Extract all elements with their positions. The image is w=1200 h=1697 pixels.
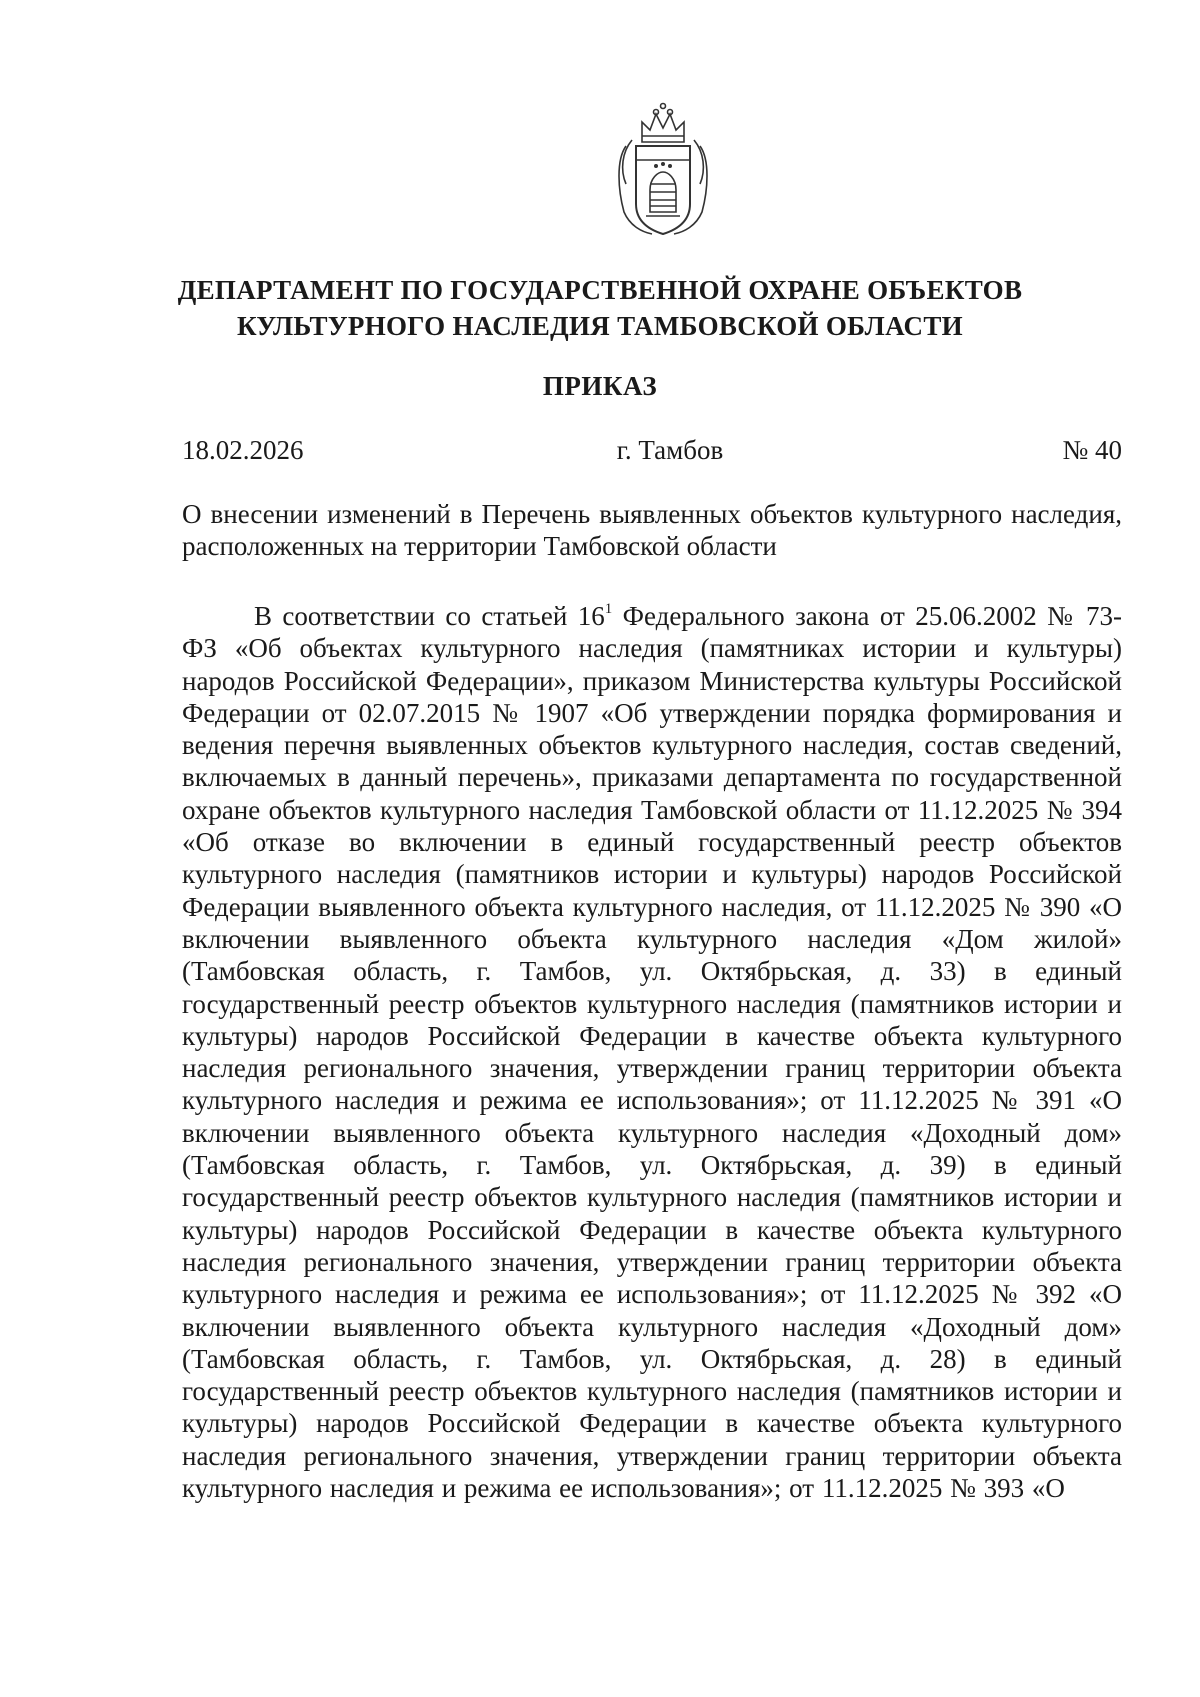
document-date: 18.02.2026: [182, 435, 304, 465]
document-type: ПРИКАЗ: [542, 371, 658, 401]
organization-title-line-1: ДЕПАРТАМЕНТ ПО ГОСУДАРСТВЕННОЙ ОХРАНЕ ОБЪЕКТОВ: [177, 275, 1023, 305]
body-text-rest: Федерального закона от 25.06.2002 № 73-ФЗ «Об объектах культурного наследия (памятниках истории и культуры) народов Российской Федерации», приказом Министерства культуры Российской Федерации от 02.07.2015 № 1907 «Об утверждении порядка формирования и ведения перечня выявленных объектов культурного наследия, состав сведений, включаемых в данный перечень», приказами департамента по государственной охране объектов культурного наследия Тамбовской области от 11.12.2025 № 394 «Об отказе во включении в единый государственный реестр объектов культурного наследия (памятников истории и культуры) народов Российской Федерации выявленного объекта культурного наследия, от 11.12.2025 № 390 «О включении выявленного объекта культурного наследия «Дом жилой» (Тамбовская область, г. Тамбов, ул. Октябрьская, д. 33) в единый государственный реестр объектов культурного наследия (памятников истории и культуры) народов Российской Федерации в качестве объекта культурного наследия регионального значения, утверждении границ территории объекта культурного наследия и режима ее использования»; от 11.12.2025 № 391 «О включении выявленного объекта культурного наследия «Доходный дом» (Тамбовская область, г. Тамбов, ул. Октябрьская, д. 39) в единый государственный реестр объектов культурного наследия (памятников истории и культуры) народов Российской Федерации в качестве объекта культурного наследия регионального значения, утверждении границ территории объекта культурного наследия и режима ее использования»; от 11.12.2025 № 392 «О включении выявленного объекта культурного наследия «Доходный дом» (Тамбовская область, г. Тамбов, ул. Октябрьская, д. 28) в единый государственный реестр объектов культурного наследия (памятников истории и культуры) народов Российской Федерации в качестве объекта культурного наследия регионального значения, утверждении границ территории объекта культурного наследия и режима ее использования»; от 11.12.2025 № 393 «О: [182, 601, 1122, 1504]
document-subject: О внесении изменений в Перечень выявленных объектов культурного наследия, расположенных на территории Тамбовской области: [182, 499, 1122, 561]
article-superscript: 1: [604, 601, 613, 617]
document-number: № 40: [1062, 435, 1122, 465]
document-body-paragraph: [182, 600, 1122, 1504]
document-meta-row: [182, 432, 1122, 468]
document-city: г. Тамбов: [616, 435, 724, 465]
body-text-start: В соответствии со статьей 16: [254, 601, 605, 631]
organization-title-line-2: КУЛЬТУРНОГО НАСЛЕДИЯ ТАМБОВСКОЙ ОБЛАСТИ: [237, 311, 963, 341]
tambov-coat-of-arms-icon: [612, 100, 714, 242]
organization-title: [160, 272, 1040, 344]
